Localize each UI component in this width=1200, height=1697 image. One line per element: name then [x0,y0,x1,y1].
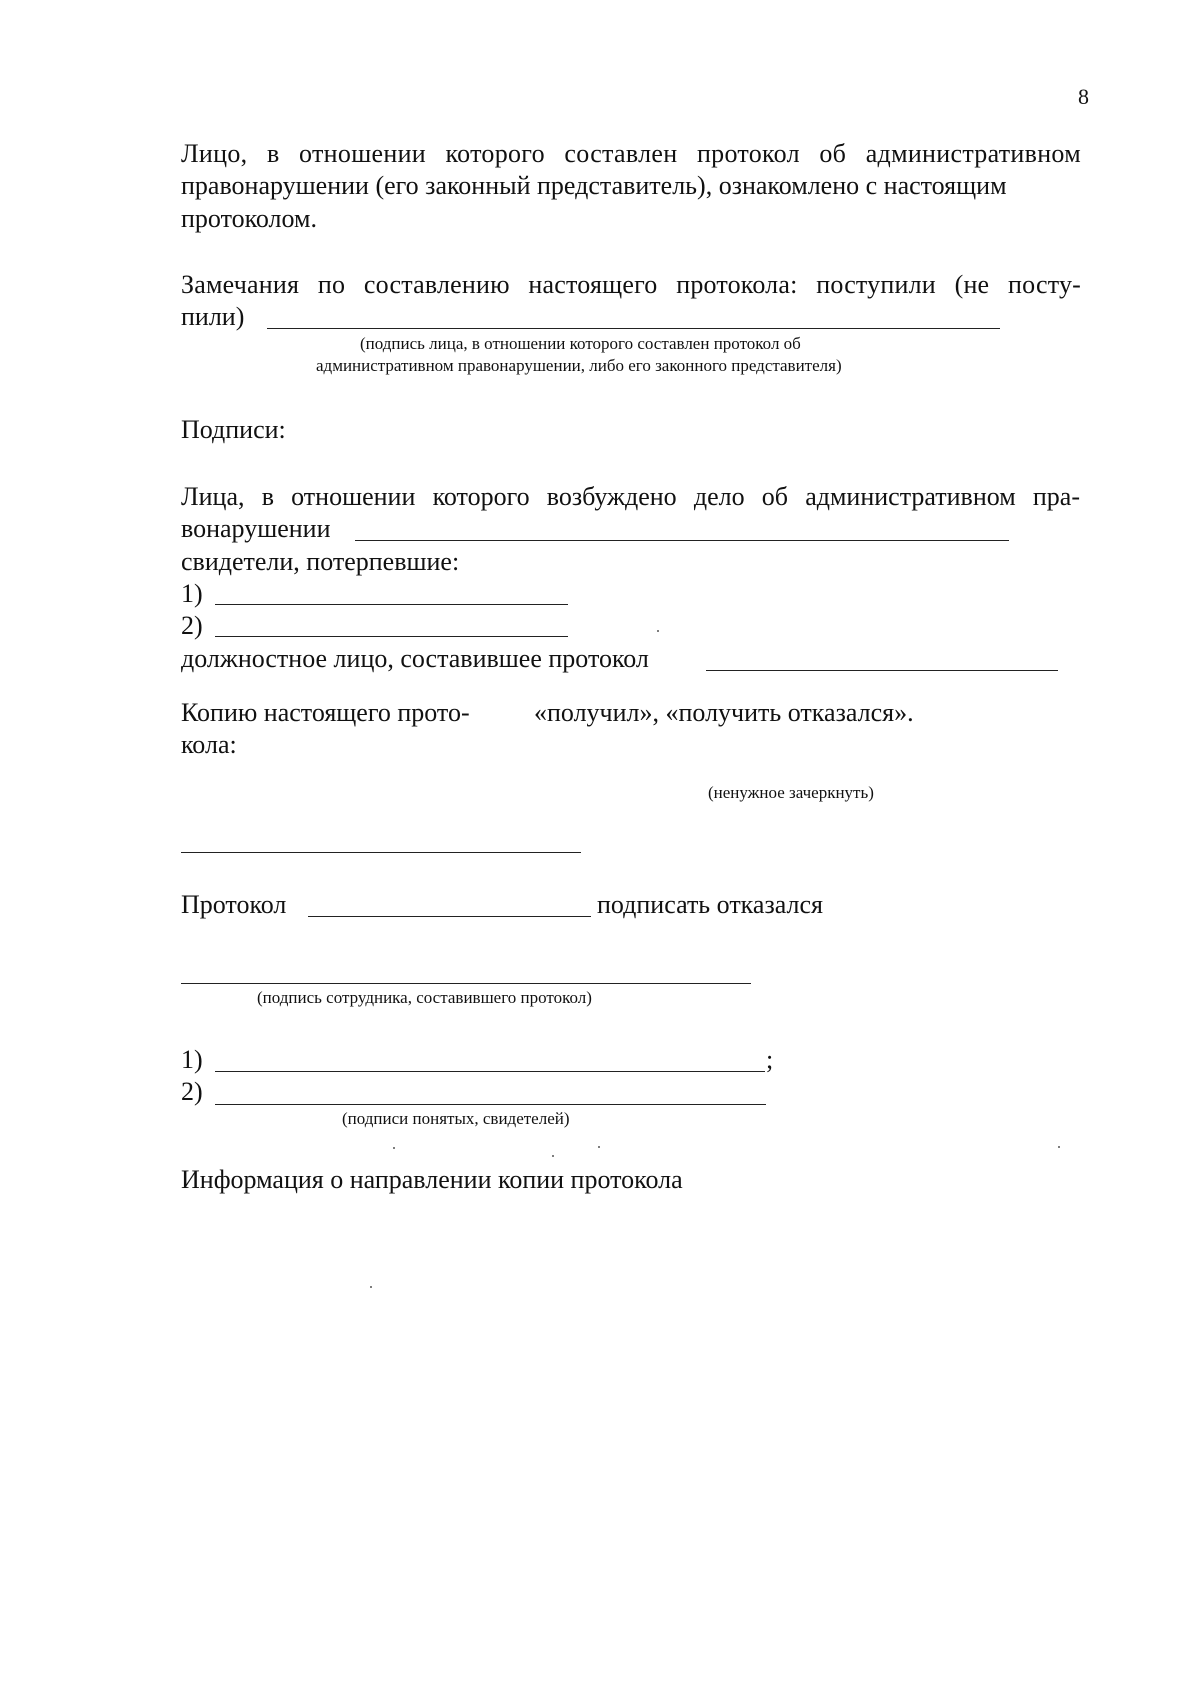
witness-sign-caption: (подписи понятых, свидетелей) [342,1109,570,1128]
witness-sign-line-1 [215,1071,765,1072]
official-label: должностное лицо, составившее протокол [181,644,649,673]
para1-line3: протоколом. [181,204,317,233]
witness-sign-item-2: 2) [181,1077,203,1106]
copy-note: (ненужное зачеркнуть) [708,783,874,802]
refusal-before: Протокол [181,890,287,919]
witness-sign-item-1: 1) [181,1045,203,1074]
remarks-caption-2: административном правонарушении, либо его законного представителя) [316,356,842,375]
signatures-heading: Подписи: [181,415,286,444]
scan-speck [393,1147,395,1149]
refusal-blank-line [308,916,591,917]
witness-item-1: 1) [181,579,203,608]
scan-speck [657,630,659,632]
page-number: 8 [1078,84,1089,109]
witness-line-1 [215,604,568,605]
para1-line2: правонарушении (его законный представитель), ознакомлено с настоящим [181,171,1007,200]
refusal-after: подписать отказался [597,890,823,919]
person-line1: Лица, в отношении которого возбуждено дело об административном пра- [181,482,1080,511]
copy-label-part2: кола: [181,730,237,759]
witness-sign-item-1-end: ; [766,1045,774,1074]
copy-signature-line [181,852,581,853]
witness-sign-line-2 [215,1104,766,1105]
remarks-signature-line [267,328,1000,329]
witness-line-2 [215,636,568,637]
scan-speck [1058,1146,1060,1148]
remarks-line1: Замечания по составлению настоящего протокола: поступили (не посту- [181,270,1081,299]
officer-signature-line [181,983,751,984]
remarks-caption-1: (подпись лица, в отношении которого составлен протокол об [360,334,801,353]
official-signature-line [706,670,1058,671]
copy-options: «получил», «получить отказался». [534,698,914,727]
witnesses-label: свидетели, потерпевшие: [181,547,460,576]
officer-caption: (подпись сотрудника, составившего протокол) [257,988,592,1007]
person-signature-line [355,540,1009,541]
scan-speck [552,1155,554,1157]
witness-item-2: 2) [181,611,203,640]
scan-speck [598,1146,600,1148]
scan-speck [370,1286,372,1288]
footer-heading: Информация о направлении копии протокола [181,1165,683,1194]
remarks-line2: пили) [181,302,245,331]
para1-line1: Лицо, в отношении которого составлен протокол об административном [181,139,1081,168]
copy-label-part1: Копию настоящего прото- [181,698,470,727]
person-line2: вонарушении [181,514,331,543]
